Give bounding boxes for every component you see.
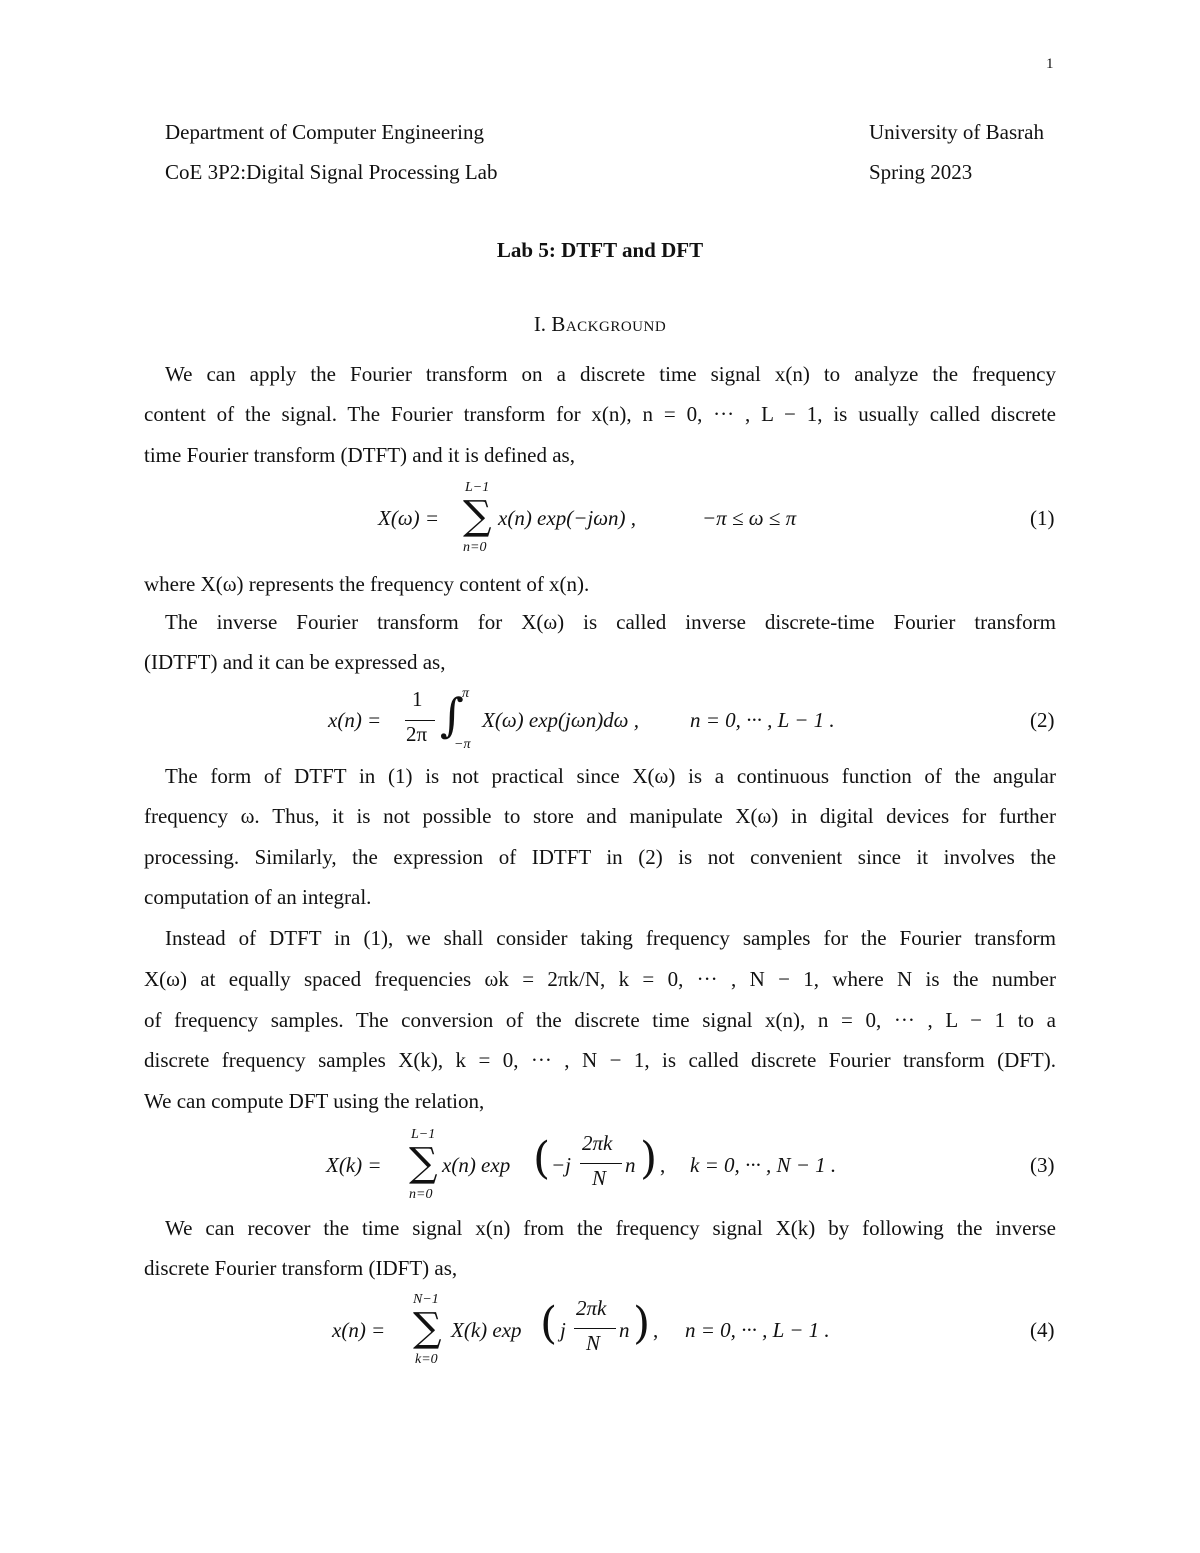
right-paren: ) — [640, 1133, 658, 1184]
eq4-inner-suffix: n — [619, 1318, 630, 1342]
eq3-body: x(n) exp — [442, 1153, 511, 1177]
eq3-number: (3) — [1030, 1153, 1055, 1177]
equation-3 — [0, 1125, 1200, 1205]
eq3-comma: , — [660, 1153, 666, 1177]
fraction-bar — [405, 720, 435, 721]
paragraph-line: We can recover the time signal x(n) from the frequency signal X(k) by following the inverse — [165, 1216, 1056, 1240]
eq4-frac-numerator: 2πk — [576, 1296, 607, 1320]
eq4-inner-prefix: j — [560, 1318, 566, 1342]
paragraph-line: The form of DTFT in (1) is not practical since X(ω) is a continuous function of the angular — [165, 764, 1056, 788]
integral-symbol: ∫ — [440, 688, 464, 742]
equation-2 — [0, 682, 1200, 762]
eq1-number: (1) — [1030, 506, 1055, 530]
eq1-sum-upper: L−1 — [465, 480, 490, 495]
paragraph-line: X(ω) at equally spaced frequencies ωk = 2πk/N, k = 0, ··· , N − 1, where N is the number — [144, 967, 1056, 991]
eq1-lhs: X(ω) = — [378, 506, 440, 530]
section-name: Background — [551, 312, 667, 336]
fraction-bar — [580, 1163, 622, 1164]
left-paren: ( — [540, 1298, 558, 1349]
page-number: 1 — [1046, 56, 1054, 72]
eq2-frac-numerator: 1 — [412, 687, 423, 711]
paragraph-line: processing. Similarly, the expression of IDTFT in (2) is not convenient since it involves the — [144, 845, 1056, 869]
sum-symbol: ∑ — [463, 493, 492, 539]
eq4-number: (4) — [1030, 1318, 1055, 1342]
paragraph-line: We can compute DFT using the relation, — [144, 1089, 485, 1113]
right-paren: ) — [633, 1298, 651, 1349]
eq3-inner-suffix: n — [625, 1153, 636, 1177]
eq1-condition: −π ≤ ω ≤ π — [702, 506, 797, 530]
eq4-body: X(k) exp — [451, 1318, 522, 1342]
paragraph-line: discrete frequency samples X(k), k = 0, ··· , N − 1, is called discrete Fourier transform (DFT). — [144, 1048, 1056, 1072]
eq2-condition: n = 0, ··· , L − 1 . — [690, 708, 835, 732]
sum-symbol: ∑ — [413, 1305, 442, 1351]
sum-symbol: ∑ — [409, 1140, 438, 1186]
paragraph-line: computation of an integral. — [144, 885, 372, 909]
eq3-sum-upper: L−1 — [411, 1127, 436, 1142]
fraction-bar — [574, 1328, 616, 1329]
paragraph-line: content of the signal. The Fourier transform for x(n), n = 0, ··· , L − 1, is usually called discrete — [144, 402, 1056, 426]
equation-4 — [0, 1290, 1200, 1370]
eq1-body: x(n) exp(−jωn) , — [498, 506, 637, 530]
eq4-condition: n = 0, ··· , L − 1 . — [685, 1318, 830, 1342]
eq3-inner-prefix: −j — [551, 1153, 572, 1177]
department-name: Department of Computer Engineering — [165, 120, 484, 144]
course-name: CoE 3P2:Digital Signal Processing Lab — [165, 160, 498, 184]
section-heading — [0, 312, 1200, 337]
paragraph-line: time Fourier transform (DTFT) and it is defined as, — [144, 443, 575, 467]
term: Spring 2023 — [869, 160, 973, 184]
eq2-lhs: x(n) = — [328, 708, 382, 732]
eq2-body: X(ω) exp(jωn)dω , — [482, 708, 640, 732]
eq3-sum-lower: n=0 — [409, 1187, 433, 1202]
paragraph-line: frequency ω. Thus, it is not possible to store and manipulate X(ω) in digital devices for further — [144, 804, 1056, 828]
eq4-frac-denominator: N — [586, 1331, 601, 1355]
paragraph-line: Instead of DTFT in (1), we shall consider taking frequency samples for the Fourier transform — [165, 926, 1056, 950]
equation-1 — [0, 478, 1200, 558]
paragraph-line: discrete Fourier transform (IDFT) as, — [144, 1256, 458, 1280]
eq2-number: (2) — [1030, 708, 1055, 732]
eq2-int-lower: −π — [454, 737, 471, 752]
eq4-sum-upper: N−1 — [413, 1292, 439, 1307]
eq3-frac-numerator: 2πk — [582, 1131, 613, 1155]
eq4-lhs: x(n) = — [332, 1318, 386, 1342]
eq2-frac-denominator: 2π — [406, 722, 428, 746]
eq3-condition: k = 0, ··· , N − 1 . — [690, 1153, 837, 1177]
eq4-comma: , — [653, 1318, 659, 1342]
paragraph-line: (IDTFT) and it can be expressed as, — [144, 650, 446, 674]
eq3-lhs: X(k) = — [326, 1153, 382, 1177]
eq4-sum-lower: k=0 — [415, 1352, 438, 1367]
paragraph-line: of frequency samples. The conversion of the discrete time signal x(n), n = 0, ··· , L − 1 to a — [144, 1008, 1056, 1032]
paragraph-line: We can apply the Fourier transform on a discrete time signal x(n) to analyze the frequency — [165, 362, 1056, 386]
left-paren: ( — [533, 1133, 551, 1184]
section-number: I. — [533, 312, 547, 336]
eq2-int-upper: π — [462, 686, 470, 701]
paragraph-line: The inverse Fourier transform for X(ω) is called inverse discrete-time Fourier transform — [165, 610, 1056, 634]
lab-title: Lab 5: DTFT and DFT — [496, 238, 704, 262]
university-name: University of Basrah — [869, 120, 1044, 144]
eq3-frac-denominator: N — [592, 1166, 607, 1190]
eq1-sum-lower: n=0 — [463, 540, 487, 555]
paragraph-where: where X(ω) represents the frequency content of x(n). — [144, 572, 590, 596]
